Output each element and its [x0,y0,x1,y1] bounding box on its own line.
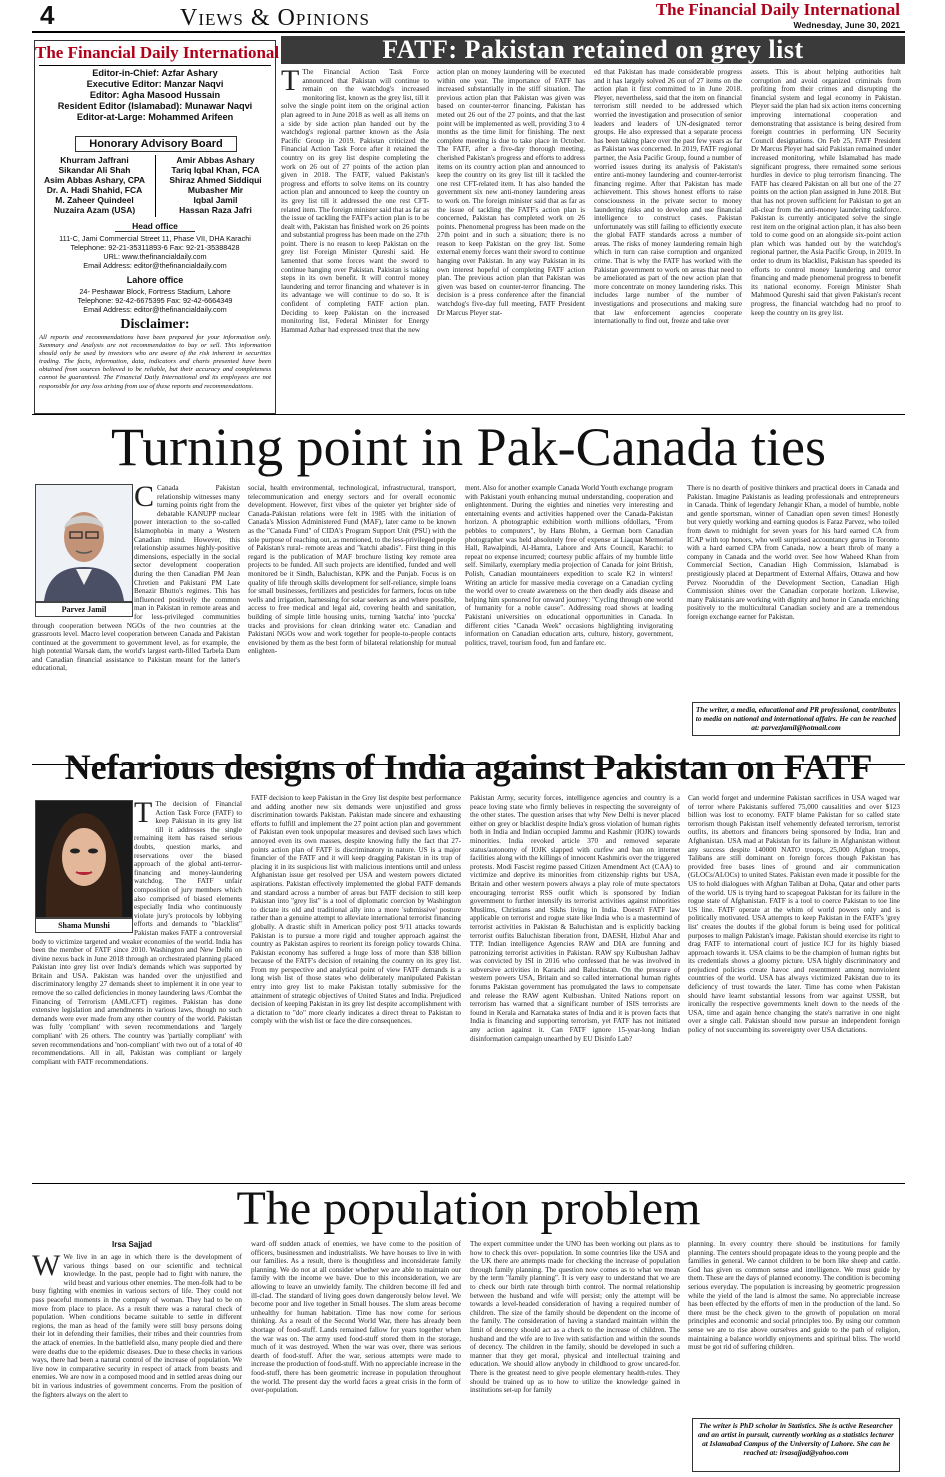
editorial-headline: FATF: Pakistan retained on grey list [281,36,905,64]
board-member: M. Zaheer Quindeel [55,195,134,205]
article3-column-3 [470,1240,680,1475]
editorial-column-3 [594,68,742,412]
article3-column-2 [251,1240,461,1475]
head-office-title: Head office [115,221,195,232]
staff-line: Resident Editor (Islamabad): Munawar Naqvi [57,101,253,111]
photo-wrap-space [32,484,134,618]
article-text: The decision of Financial Action Task Force (FATF) to keep Pakistan in its grey list till it addresses the single remaining item has raised serious doubts, question marks, and reservations over the biased approach of the global anti-terror-financing and money-laundering watchdog. The FATF unfair composition of jury members which also comprised of biased elements especially India who continuously violate jury's protocols by lobbying efforts and demands to "blacklist" Pakistan makes FATF a controversial body to victimize targeted and weaker economies of the world. India has been the member of FATF since 2010. Washington and New Delhi on divine nexus back in June 2018 through an orchestrated planning placed Pakistan into grey list over India's demands which was supported by Britain and USA. Pakistan was handed over the unjustified and discriminatory lengthy 27 demands sheet to implement it in one year to remove the so called deficiencies in money laundering laws /Combat the Financing of Terrorism (AML/CFT) regimes. Pakistan has done extensive legislation and amendments in various laws, though no such demands were ever made from any other country of the world. Pakistan was fully 'compliant' with seven recommendations and 'largely compliant' with 26 others. The country was 'partially compliant' with seven recommendations and 'non-compliant' with two out of a total of 40 recommendations. All in all, Pakistan was compliant or largely compliant with FATF recommendations. [32,800,242,1066]
address-line: 111-C, Jami Commercial Street 11, Phase VII, DHA Karachi [59,234,251,243]
author-caption: Parvez Jamil [35,602,133,617]
article2-column-3 [470,794,680,1180]
header-date: Wednesday, June 30, 2021 [793,20,900,30]
editorial-text: ed that Pakistan has made considerable progress and it has largely solved 26 out of 27 items on the action plan it first committed to in June 2018. Pleyer, nevertheless, said that the item on financial terrorism still needed to be addressed which worried the investigation and prosecution of senior leaders and leaders of UN-designated terror groups. He also expressed that a separate process has been taking place over the past few years as far as Pakistan was concerned. In 2019, FATF regional partner, the Asia Pacific Group, found a number of worried issues during its analysis of Pakistan's entire anti-money laundering and counter-terrorist financing regime. After that Pakistan has made achievement. This shows honest efforts to raise consciousness in the private sector to money laundering risks and to develop and use financial intelligence to construct cases. Pakistan unfortunately was still failing to efficiently execute the global FATF standards across a number of areas. The risks of money laundering remain high which in turn can raise corruption and organized crime. That is why the FATF has worked with the Pakistan government to work on areas that need to be ameliorated as part of the new action plan that more concentrate on money laundering risks. This includes large number of the number of investigations and prosecutions and making sure that law enforcement agencies cooperate internationally to find out, freeze and take over [594,68,742,326]
dropcap: C [134,484,155,513]
article-text: ward off sudden attack of enemies, we have come to the position of officers, businessmen and industrialists. We have houses to live in with our families. As a result, there is thoughtless and inconsiderate family planning. We do not at all consider whether we are able to maintain our family with the income we have. Due to this inconsideration, we are allowing to leave an unwieldy family. The children become ill fed and ill-clad. The standard of living goes down dangerously below level. We become poor and live together in Small houses. The slum areas become unhealthy for human habitation. Time has now come for serious thinking. As a result of the Second World War, there has already been shortage of food-stuff. Lands remained fallow for years together when the war was on. The army used food-stuff stored them in the storage, much of it was destroyed. When the war was over, there was serious dearth of food-stuff. After the war, serious attempts were made to increase the production of food-stuff. With no appreciable increase in the food-stuff, there has been geometric increase in population throughout the world. The present day the world faces a great crisis in the form of over-population. [251,1240,461,1395]
address-line: Email Address: editor@thefinancialdaily.com [83,261,227,270]
editorial-column-2 [437,68,585,412]
staff-line: Executive Editor: Manzar Naqvi [86,79,224,89]
header-rule [32,31,905,33]
board-member: Khurram Jaffrani [60,155,129,165]
article1-column-1 [32,484,240,762]
staff-line: Editor-at-Large: Mohammed Arifeen [76,112,234,122]
article1-column-4 [687,484,899,699]
article2-column-1 [32,800,242,1180]
lahore-office-title: Lahore office [126,275,184,285]
board-member: Dr. A. Hadi Shahid, FCA [46,185,143,195]
article-text: Can world forget and undermine Pakistan sacrifices in USA waged war of terror where Pakistanis suffered 75,000 causalities and over $123 billion was lost to economy. FATF blame Pakistan for so called state terrorism though Pakistan itself vehemently defeated terrorism, terrorist outfits, its abettors and financers being sponsored by India, Iran and Afghanistan. USA mad at Pakistan for its failure in Afghanistan without any success despite 140000 NATO troops, 25,000 Afghan troops, Talibans are still dominant on foreign forces though Pakistan has provided free bases lines of ground and air communication (GLOCs/ALOCs) to united States. Pakistan even made it possible for the US to hold dialogues with Afghan Taliban at Doha, Qatar and other parts of the world. US is trying hard to scapegoat Pakistan for its failure in the rogue state of Afghanistan. FATF is a tool to coerce Pakistan to toe line US line. FATF operate at the whim of world powers only and is politically motivated. USA attempts to keep Pakistan in the FATF's 'grey list' creates the doubts if the global forum is being used for political purposes to malign Pakistan's image. Pakistan should exercise its right to drag FATF to international court of justice ICJ for its highly biased approach towards it. USA claims to be the champion of human rights but its credentials shows a gloomy picture. USA highly discriminatory and prejudiced policies create havoc and resentment among nonviolent countries of the world. USA has always victimized Pakistan due to its deficiency of trust towards the later. Time has come when Pakistan should have learnt substantial lessons from war against USSR, but ironically the respective governments knelt down to the needs of the USA, time and again hence changing the state's narrative in one night over a single call. Pakistan should now pursue an independent foreign policy of not succumbing its sovereignty over USA dictations. [688,794,900,1035]
article3-column-4 [688,1240,900,1415]
disclaimer-text: All reports and recommendations have been prepared for your information only. Summary and Analysis are not recommendation to buy or sell. This information should only be used by investors who are aware of the risk inherent in securities trading. The facts, information, data, indicators and charts presented have been obtained from sources believed to be reliable, but their accuracy and completeness cannot be guaranteed. The Financial Daily International and its employees are not responsible for any loss arising from use of these reports and recommendations. [39,334,271,390]
staff-list [35,68,275,123]
author-byline: Irsa Sajjad [111,1240,153,1249]
board-member: Shiraz Ahmed Siddiqui [169,175,262,185]
editorial-column-1 [281,68,429,412]
article-text: The expert committee under the UNO has been working out plans as to how to check this over- population. In some countries like the USA and the UK there are attempts made for checking the increase of population through family planning. The question now comes as to what we mean by the term "family planning". It is very easy to understand that we are to check our birth rate through birth control. The normal relationship between the husband and wife will persist; only the attempt will be towards a level-headed consideration of having a required number of children. The size of the family should be dependent on the income of the family. The consideration of having a standard maintain within the limit of decency should act as a check to the increase of children. The husband and the wife are to live with satisfaction and within the sounds of decency. The children in the family, should be developed in such a manner that they get moral, physical and intellectual training and education. We should allow anybody in childhood to grow uncared-for. There is the greatest need to give people elementary health-rules. They should be trained up as to how to utilize the knowledge gained in institutions set-up for family [470,1240,680,1395]
masthead-title: The Financial Daily International [35,43,280,62]
address-line: Email Address: editor@thefinancialdaily.com [83,305,227,314]
article1-column-3 [465,484,673,762]
board-member: Nuzaira Azam (USA) [53,205,136,215]
photo-wrap-space [32,800,134,934]
article-text: planning. In every country there should be institutions for family planning. The centers should propagate ideas to the young people and the families in general. We cannot children to be born like sheep and cattle. God has given us common sense and intelligence. We must guide by them. These are the days of planned economy. The condition is becoming serious everyday. The population is increasing by geometric progression while the yield of the land is almost the same. No appreciable increase has been effected by the efforts of men in the production of the land. So there must be the check given to the growth of population on moral principles and economic and social principles too. By using our common sense we are to rise above ourselves and guide to the path of religion, maintaining a balance worldly enjoyments and spiritual bliss. The world must be got rid of suffering children. [688,1240,900,1352]
address-line: Telephone: 92-42-6675395 Fax: 92-42-6664349 [77,296,233,305]
article-text: social, health environmental, technological, infrastructural, transport, telecommunication and energy sectors and for overall economic development. However, first vibes of the quieter yet brighter side of Canada-Pakistan relations were felt in 1985 with the initiation of Canada's Mission Administered Fund (MAF), later came to be known as the "Canada Fund" of CIDA's Program Support Unit (PSU) with the sole purpose of reaching out, as mentioned, to the less-privileged people of Pakistan's rural- remote areas and "katchi abadis". First thing in this regard is the publication of MAF brochure listing key remote area projects to be funded. All such projects are identified, funded and well monitored be it Sindh, Baluchistan, KPK and the Punjab. Focus is on quality of life through skills development for self-reliance, simple loans for small businesses, fertilizers and pesticides for farmers, focus on tube wells and irrigation, harnessing for solar seekers as and where possible, access to free medical and legal aid, covering health and sanitation, building of simple little housing units, turning 'katcha' into 'puccka' tracks and provisions for clean drinking water etc. Canadian and Pakistani NGOs wow and work together for people-to-people contacts envisioned by them as the best form of bilateral relationship for mutual enlighten- [248,484,456,656]
article-text: ment. Also for another example Canada World Youth exchange program with Pakistani youth enhancing mutual understanding, cooperation and enlightenment. During the eighties and nineties very interesting and entertaining events and activities happened over the Canada-Pakistan horizon. A photographic exhibition worth millions ofdollars, "From pebbles to computers", by Hans Blohm, a German born Canadian photographer was held absolutely free of expense at Liaquat Memorial Hall, Rawalpindi, Al-Hamra, Lahore and Arts Council, Karachi: to repeat no expense incurred; courtesy public affairs of my humble little self. Similarly, exemplary media projection of Canada for joint British, Polish, Canadian mountaineers expedition to scale K2 in winters! Writing an article for massive media coverage on a Canadian cycling the world over to create awareness on the then deadly aids disease and helping him sponsored for onward journey: "Cycling through one world of humanity for a noble cause". Addressing road shows at leading Pakistani universities on educational opportunities in Canada. In different cities "Canada Week" occasions highlighting invigorating information on Canadian education arts, culture, history, government, politics, travel, tourism food, fun and fanfare etc. [465,484,673,647]
article-text: FATF decision to keep Pakistan in the Grey list despite best performance and adding another new six demands were unjustified and gross discrimination towards Pakistan. Pakistan made sincere and exhausting efforts to fulfill and implement the 27 point action plan and government of Pakistan even took unpopular measures and devised such laws which annoyed even its own masses, despite knowing fully the fact that 27-points action plan of FATF is discriminatory in nature. US is a major financier of the FATF and it will keep dragging Pakistan in its trap of placing it in its suspicious list with malicious intentions until and unless Afghanistan issue get resolved per USA and western powers dictated aspirations. Pakistan effectively implemented the global FATF demands and standard across a number of areas but FATF decision to still keep Pakistan into "grey list" is a tool of diplomatic coercion by Washington to dictate its old and traditional ally into a more 'submissive' posture rather than a genuine attempt to alleviate international terrorist financing globally. A drastic shift in American policy post 9/11 attacks towards Pakistan is to pursue a more rigid and tougher approach against the country as Pakistan aspires to reorient its foreign policy towards China. Pakistan economy has suffered a huge loss of more than $38 billion because of the FATF's decision of retaining the country on its grey list. From my perspective and analytical point of view FATF demands is a long wish list of those states who deliberately manipulated Pakistan entry into grey list to make Pakistan totally submissive for the attainment of strategic objectives of United States and India. Prejudiced decision of keeping Pakistan in its grey list despite accomplishment with a dictation to "do" more clearly indicates a direct threat to Pakistan to comply with the wish list or face the dire consequences. [251,794,461,1026]
article1-author-bio: The writer, a media, educational and PR professional, contributes to media on national and international affairs. He can be reached at: parvezjamil@hotmail.com [692,702,900,736]
article2-headline: Nefarious designs of India against Pakistan on FATF [64,747,873,787]
board-member: Hassan Raza Jafri [179,205,252,215]
staff-line: Editor-in-Chief: Azfar Ashary [92,68,218,78]
board-member: Mubasher Mir [187,185,244,195]
board-member: Asim Abbas Ashary, CPA [43,175,146,185]
article3-column-1 [32,1253,242,1475]
address-line: Telephone: 92-21-35311893-6 Fax: 92-21-35388428 [70,243,240,252]
advisory-board-right [158,155,273,215]
article-text: There is no dearth of positive thinkers and practical doers in Canada and Pakistan. Imagine Pakistanis as leading professionals and entrepreneurs in Canada. Think of legendary Jehangir Khan, a model of humble, noble and gentle sportsman, winner of Canadian open seven times! Honestly but very quietly working and earning quodos is Faraz Parvez, who toiled from dawn to midnight for seven years for his hard earned CA from ICAP with top honors, who well surprised accountancy gurus in Toronto with a hard earned CPA from Canada, now a heart throb of many a company in Canada and the world over. See how Waheed Khan from Commercial Section, Canadian High Commission, Islamabad is prestigiously placed at Department of External Affairs, Ottawa and how Pervez Nooruddin of the Development Section, Canadian High Commission shines over the Canadian corporate horizon. Likewise, many Pakistanis are working with dignity and honor in Canada enriching positively to the multicultural Canadian society and are a tremendous foreign exchange earner for Pakistan. [687,484,899,621]
dropcap: T [134,800,153,829]
board-member: Sikandar Ali Shah [58,165,131,175]
article2-column-2 [251,794,461,1180]
staff-line: Editor: Agha Masood Hussain [89,90,221,100]
address-line: URL: www.thefinancialdaily.com [103,252,207,261]
editorial-text: The Financial Action Task Force announced that Pakistan will continue to remain on the watchdog's increased monitoring list, known as the grey list, till it solve the single point item on the original action plan agreed to in June 2018 as well as all items on a side by side action plan handed out by the watchdog's regional partner known as the Asia Pacific Group in 2019. Pakistan criticized the Financial Action Task Force after it retained the country on its grey list despite completing the work on 26 out of 27 points of the action plan given in 2018. The FATF, valued Pakistan's progress and efforts to solve items on its country action plan and announced to keep the country on its grey list till it addressed the one rest CFT-related item. The foreign minister said that as far as the issue of tackling the FATF's action plan is to be dealt with, Pakistan has finished work on 26 points and substantial progress has been made on the 27th point. There is no reason to keep Pakistan on the grey list Foreign Minister Qureshi said. He lamented that some forces want the sword to continue hanging over Pakistan. Pakistan is taking steps in its own benefit. It will control money laundering and terror financing and whatever is in its advantage we will continue to do so. It is confident of completing FATF action plan. Deciding to keep Pakistan on the increased monitoring list, Federal Minister for Energy Hammad Azhar had expressed trust that the new [281,68,429,334]
article-text: We live in an age in which there is the development of various things based on our scientific and technical knowledge. In the past, people had to fight with nature, the wild beast and various other enemies. The men-folk had to be busy fighting with enemies in various sectors of life. They could not pass peaceful moments in the company of woman. They had to be on move from place to place. As a result there was a natural check of population. When conditions became suitable to settle in different regions, the man as head of the family were still busy persons doing their lot in defending their families, their tribes and their countries from the attack of enemies. In the battlefield also, many people died and there were deaths due to the epidemic diseases. Due to these checks in various ways, there had been a natural control of the increase of population. We live now in comparative security in respect of attack from beasts and enemies. We are now in a composed mood and in settled areas doing our bit in various industries of government concerns. From the position of the fighters always on the alert to [32,1253,242,1399]
advisory-board-title: Honorary Advisory Board [75,136,237,152]
dropcap: W [32,1253,61,1282]
article-text: Pakistan Army, security forces, intelligence agencies and country is a peace loving state who firmly believes in respecting the sovereignty of the other states. The question arises that why New Delhi is never placed either on grey or blacklist despite India's gross violation of human rights both in India and Indian occupied Jammu and Kashmir (IOJK) towards minorities. India revoked article 370 and removed separate status/autonomy of IOJK slapped with curfew and ban on internet facilities along with the killings of innocent Kashmiris over the triggered protests. Modi Fascist regime passed Citizen Amendment Act (CAA) to victimize and deprive its minorities from citizenship rights but USA, Britain and other western powers always a play role of mute spectators encouraging terrorist RSS outfit which is sponsored by Indian government to further intensify its terrorist activities against minorities Muslims, Christians and Sikhs living in India. Doesn't FATF law applicable on terrorist and rogue state like India who is a mastermind of terrorist activities in Pakistan & Baluchistan and is explicitly backing terrorist outfits Baluchistan liberation front, DAESH, Hizbul Ahar and TTP. Indian intelligence Agencies RAW and DIA are funning and patronizing terrorist activities in Pakistan. RAW spy Kulbushan Jadhav was convicted by ISI in 2016 who confessed that he was involved in subversive activities in Karachi and Baluchistan. On the pressure of western powers USA, Britain and so called international human rights forums Pakistan government has promulgated the laws to compensate and release the RAW agent Kulbushan. United Nations report on terrorism has warned that a significant number of ISIS terrorists are found in Kerala and Karnataka states of India and it is proven facts that India is financing and supporting terrorism, yet FATF has not initiated any action against it. Can FATF ignore 15-year-long Indian disinformation campaign unearthed by EU Disinfo Lab? [470,794,680,1043]
section-title: Views & Opinions [180,5,370,31]
article3-author-bio: The writer is PhD scholar in Statistics. She is active Researcher and an artist in pursuit, currently working as a statistics lecturer at Islamabad Campus of the University of Lahore. She can be reached at: irsasajjad@yahoo.com [692,1418,900,1472]
article1-column-2 [248,484,456,762]
article2-column-4 [688,794,900,1180]
masthead-box [34,40,280,414]
author-caption: Shama Munshi [35,918,133,933]
disclaimer-title: Disclaimer: [120,317,190,332]
board-member: Tariq Iqbal Khan, FCA [171,165,260,175]
article1-headline: Turning point in Pak-Canada ties [111,417,826,477]
editorial-column-4 [751,68,901,412]
board-member: Amir Abbas Ashary [176,155,255,165]
editorial-text: assets. This is about helping authorities halt corruption and avoid organized criminals from profiting from their crimes and disrupting the financial system and legal economy in Pakistan. Pleyer said the plan had six action items concerning improving international cooperation and demonstrating that assistance is being desired from foreign countries in performing UN Security Council designations. On Feb 25, FATF President Dr Marcus Pleyer had said Pakistan remained under increased monitoring, while Islamabad has made significant progress, there remained some serious hurdles in device to plug terrorism financing. The FATF has cleared Pakistan on all but one of the 27 points on the action plan assigned in June 2018. But that has not proven sufficient for Pakistan to get an all-clear from the anti-money laundering taskforce. Pakistan is currently anticipated solve the single rest item on the original action plan, it has also been told to come good on an alongside six-point action plan which was handed out by the watchdog's regional partner, the Asia Pacific Group, in 2019. In order to drum its blacklist, Pakistan has speeded its efforts to control money laundering and terror financing and made phenomenal progress to benefit its national economy. Foreign Minister Shah Mahmood Qureshi said that given Pakistan's recent progress, the financial watchdog had no proof to keep the country on its grey list. [751,68,901,317]
board-member: Iqbal Jamil [193,195,238,205]
header-paper-name: The Financial Daily International [655,0,900,19]
lahore-office-address [35,287,275,314]
editorial-text: action plan on money laundering will be executed within one year. The importance of FATF has increased substantially in the stiff situation. The previous action plan that Pakistan was given was based on counter-terror financing. Pakistan has meted out 26 out of the 27 points, and that the last point will be implemented as well, providing 3 to 4 months as the time limit for finishing. The next complete meeting is due to take place in October. The FATF, after a five-day thorough meeting, cherished Pakistan's progress and efforts to address items on its country action plan and announced to keep the country on its grey list till it tackled the one rest CFT-related item. It has also handed the government six new anti-money laundering areas to work on. The foreign minister said that as far as the issue of tackling the FATF's action plan is concerned, Pakistan has completed work on 26 points. Phenomenal progress has been made on the 27th point and in such a situation; there is no reason to keep Pakistan on the grey list. Some external enemy forces want their sword to continue hanging over Pakistan. In any way Pakistan in its own interest hopeful of completing FATF action plan. The previous action plan that Pakistan was given was based on counter-terror financing. The decision is a press conference after the financial watchdog's five-day full meeting, FATF President Dr Marcus Pleyer stat- [437,68,585,317]
advisory-board-left [37,155,152,215]
dropcap: T [281,68,300,97]
page-number: 4 [40,0,55,30]
address-line: 24- Peshawar Block, Fortress Stadium, Lahore [79,287,231,296]
article3-headline: The population problem [236,1182,701,1235]
head-office-address [35,234,275,270]
article-text: Canada Pakistan relationship witnesses many turning points right from the debatable KANUPP nuclear power interaction to the so-called Islamophobia in many a Western Canadian mind. However, this relationship assumes highly-positive dimensions, especially in the social sector development cooperation during the then Canadian PM Jean Chretien and Pakistani PM Late Benazir Bhutto's regimes. This has influenced positively the common man in Pakistan in remote areas and for less-privileged communities through cooperation between NGOs of the two countries at the grassroots level. Macro level cooperation between Canada and Pakistan continued at the government to government level, as for example, the high potential Warsak dam, the world's largest earth-filled Tarbela Dam and Canadian financial assistance to Pakistan meant for the latter's educational, [32,484,240,673]
